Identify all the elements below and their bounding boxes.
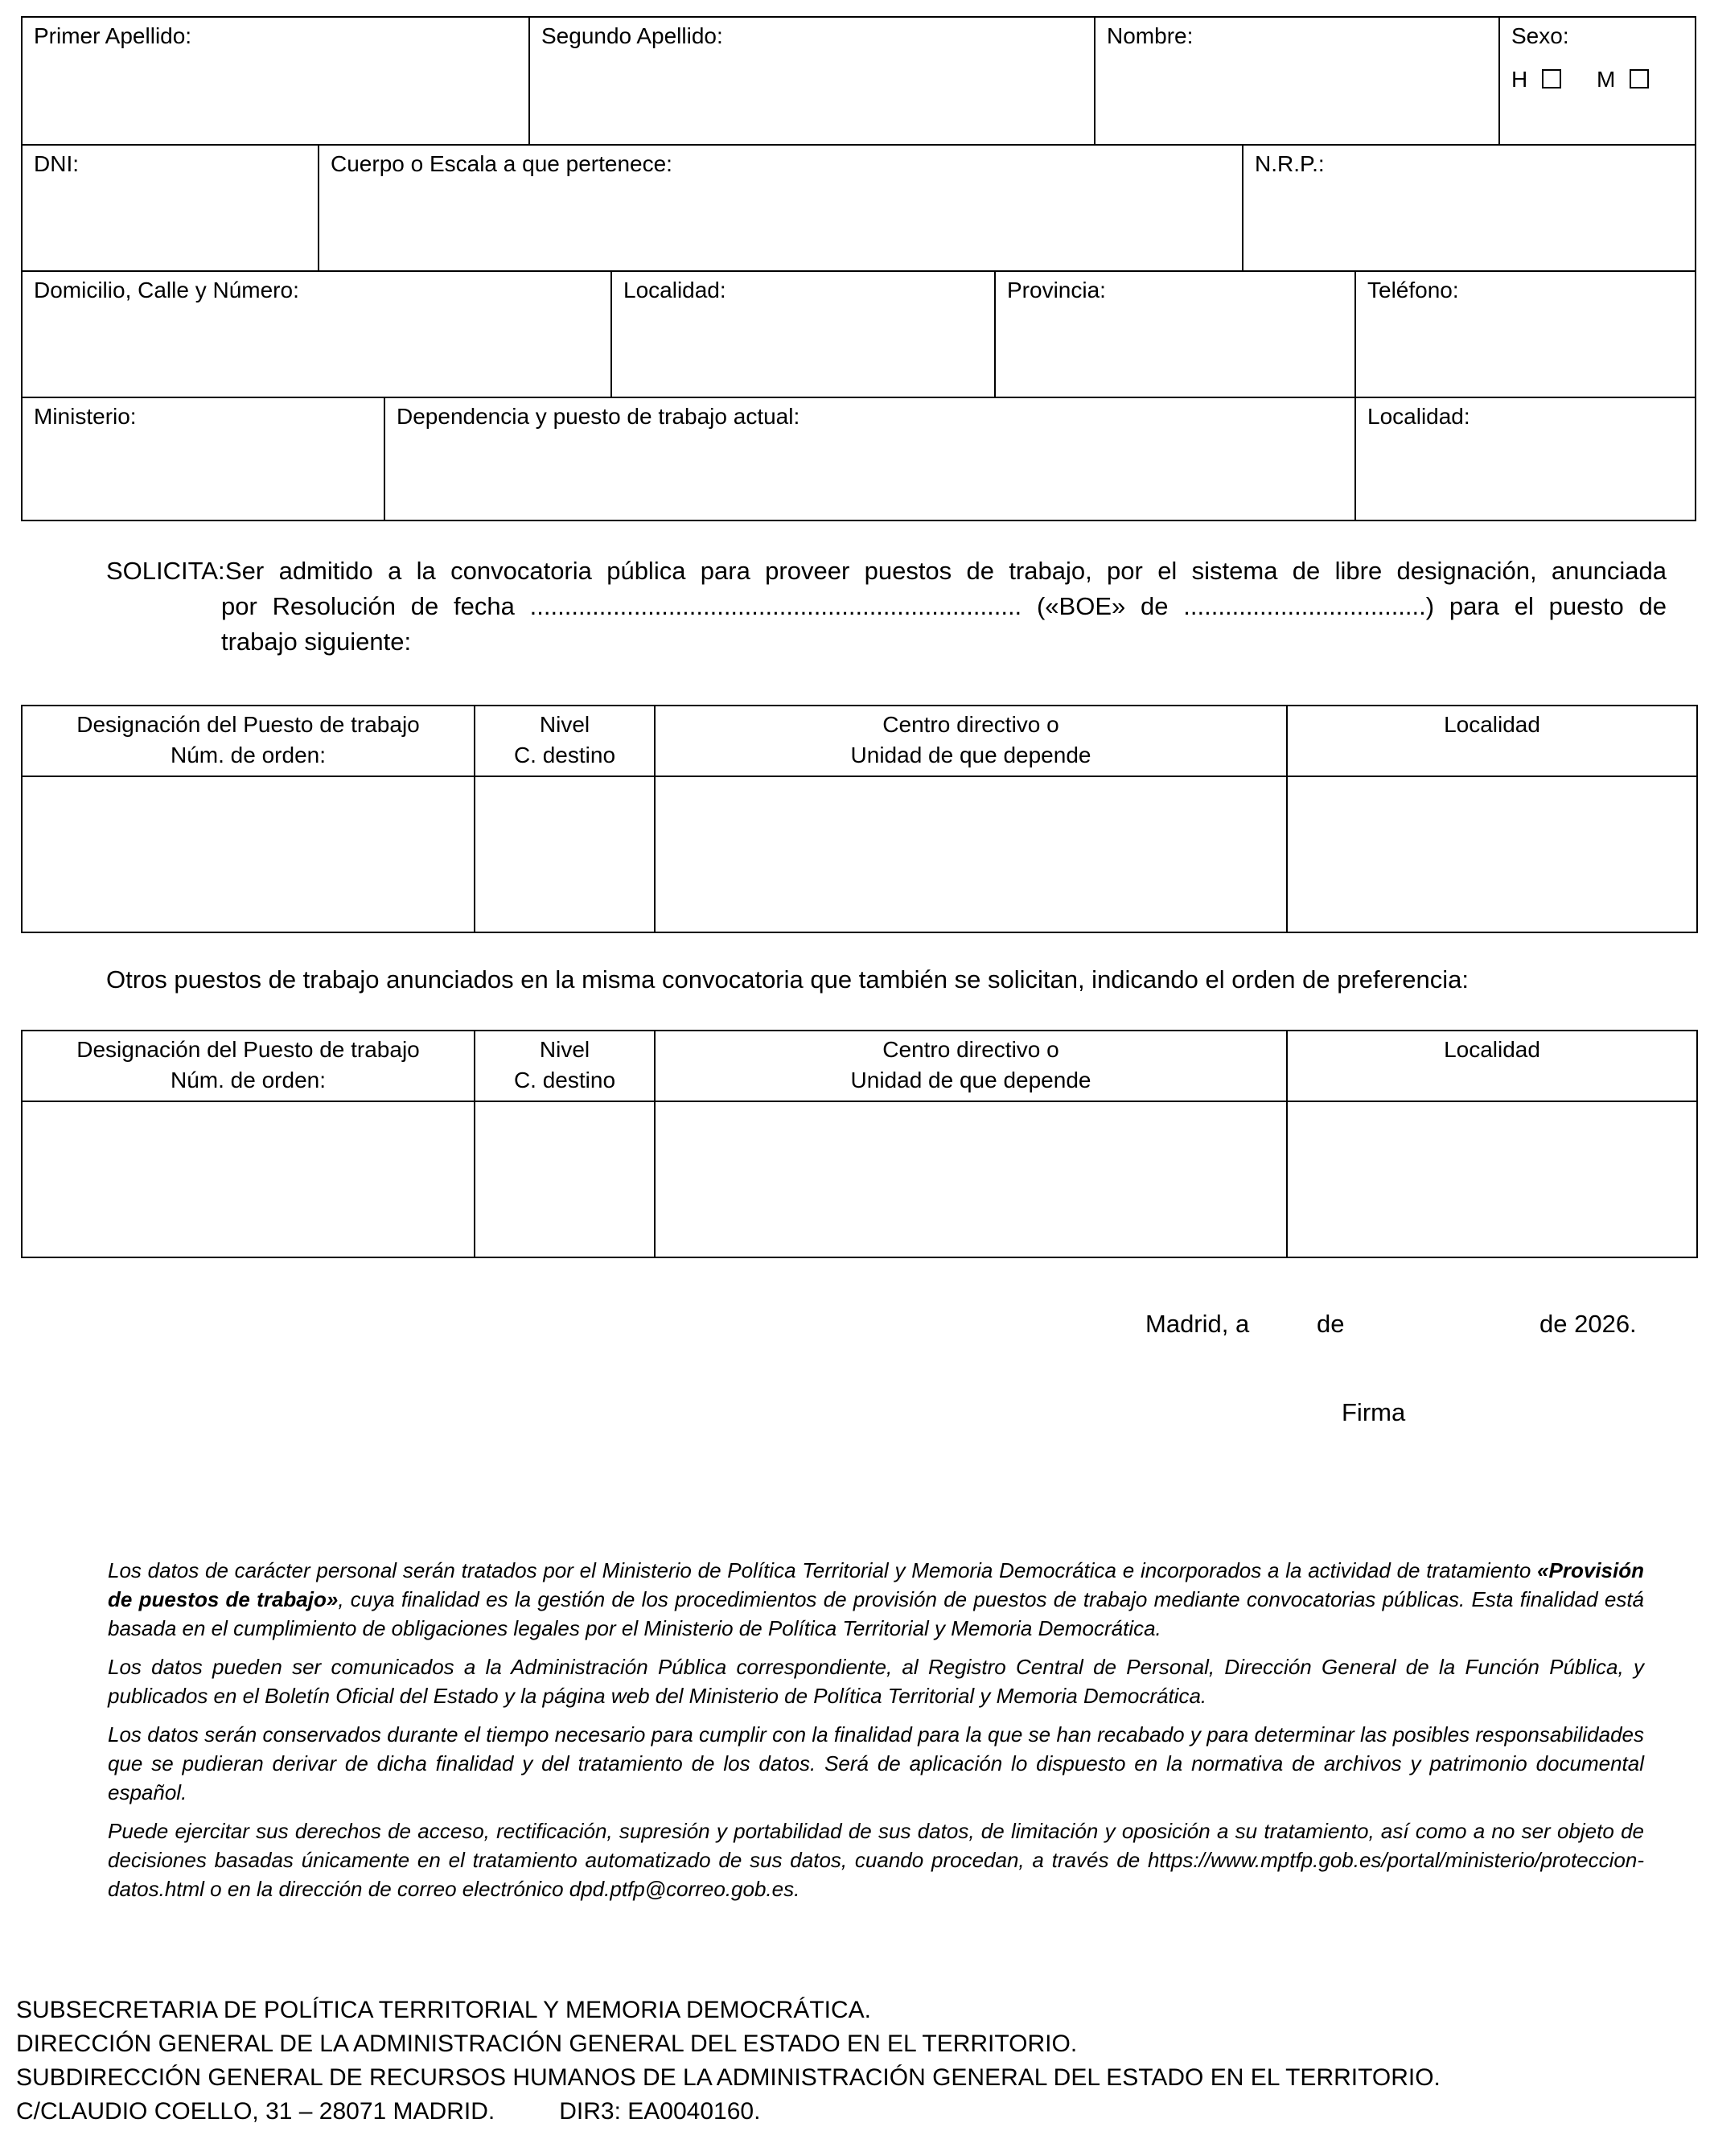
firma-label: Firma <box>1342 1398 1406 1426</box>
nombre-field[interactable] <box>1094 18 1498 144</box>
col-localidad <box>1287 1031 1697 1101</box>
nivel-label-2: C. destino <box>513 1068 616 1092</box>
localidad-col-label: Localidad <box>1444 712 1540 737</box>
col-designacion <box>22 1031 475 1101</box>
nrp-field[interactable] <box>1242 146 1698 270</box>
domicilio-label: Domicilio, Calle y Número: <box>34 278 299 302</box>
col-centro <box>655 1031 1287 1101</box>
dni-label: DNI: <box>34 151 79 176</box>
fecha-anio: de 2026. <box>1539 1310 1637 1338</box>
centro-label-2: Unidad de que depende <box>850 743 1091 767</box>
designacion-label-2: Núm. de orden: <box>171 1068 326 1092</box>
provincia-field[interactable] <box>994 272 1354 397</box>
solicita-text-3: trabajo siguiente: <box>221 627 412 656</box>
nrp-label: N.R.P.: <box>1255 151 1325 176</box>
dni-field[interactable] <box>23 146 318 270</box>
personal-row-1 <box>23 18 1695 144</box>
centro-label-1: Centro directivo o <box>882 712 1059 737</box>
legal-p1-b: , cuya finalidad es la gestión de los procedimientos de provisión de puestos de trabajo mediante convocatorias públicas. Esta finalidad está basada en el cumplimiento de obligaciones legales por el Ministerio de Política Territorial y Memoria Democrática. <box>108 1587 1645 1640</box>
legal-p1-a: Los datos de carácter personal serán tratados por el Ministerio de Política Territorial y Memoria Democrática e incorporados a la actividad de tratamiento <box>108 1558 1538 1582</box>
telefono-label: Teléfono: <box>1367 278 1459 302</box>
primer-apellido-label: Primer Apellido: <box>34 23 192 48</box>
legal-paragraph-3: Los datos serán conservados durante el tiempo necesario para cumplir con la finalidad para la que se han recabado y para determinar las posibles responsabilidades que se pudieran derivar de dicha finalidad y del tratamiento de los datos. Será de aplicación lo dispuesto en la normativa de archivos y patrimonio documental español. <box>108 1722 1644 1804</box>
localidad-label: Localidad: <box>623 278 726 302</box>
cuerpo-label: Cuerpo o Escala a que pertenece: <box>331 151 672 176</box>
localidad-actual-label: Localidad: <box>1367 404 1470 429</box>
localidad-field[interactable] <box>610 272 994 397</box>
col-nivel <box>475 1031 655 1101</box>
legal-paragraph-1 <box>108 1556 1644 1643</box>
segundo-apellido-field[interactable] <box>528 18 1094 144</box>
provincia-label: Provincia: <box>1007 278 1106 302</box>
centro-input-cell[interactable] <box>655 1101 1287 1257</box>
otros-puestos-table <box>21 1030 1698 1258</box>
col-localidad <box>1287 706 1697 776</box>
designacion-label-2: Núm. de orden: <box>171 743 326 767</box>
nivel-input-cell[interactable] <box>475 1101 655 1257</box>
nivel-label-1: Nivel <box>539 1037 590 1062</box>
sexo-h-checkbox[interactable] <box>1542 69 1561 88</box>
designacion-input-cell[interactable] <box>22 776 475 932</box>
col-centro <box>655 706 1287 776</box>
legal-paragraph-2: Los datos pueden ser comunicados a la Administración Pública correspondiente, al Registro Central de Personal, Dirección General de la Función Pública, y publicados en el Boletín Oficial del Estado y la página web del Ministerio de Política Territorial y Memoria Democrática. <box>108 1655 1644 1708</box>
footer-line-3: SUBDIRECCIÓN GENERAL DE RECURSOS HUMANOS DE LA ADMINISTRACIÓN GENERAL DEL ESTADO EN EL TERRITORIO. <box>16 2064 1441 2091</box>
puesto-table <box>21 705 1698 933</box>
footer-line-1: SUBSECRETARIA DE POLÍTICA TERRITORIAL Y MEMORIA DEMOCRÁTICA. <box>16 1997 872 2023</box>
nivel-label-1: Nivel <box>539 712 590 737</box>
sexo-options <box>1511 66 1649 93</box>
segundo-apellido-label: Segundo Apellido: <box>541 23 723 48</box>
nivel-label-2: C. destino <box>513 743 616 767</box>
footer-dir3: DIR3: EA0040160. <box>559 2098 761 2125</box>
localidad-actual-field[interactable] <box>1354 398 1698 521</box>
telefono-field[interactable] <box>1354 272 1698 397</box>
solicita-line-2 <box>106 589 1667 624</box>
ministerio-label: Ministerio: <box>34 404 137 429</box>
legal-p1-bold: «Provisión de puestos de trabajo» <box>108 1558 1644 1611</box>
designacion-label-1: Designación del Puesto de trabajo <box>76 1037 420 1062</box>
solicita-text-2: por Resolución de fecha ....................................................................... («BOE» de ...................................) para el puesto de <box>221 592 1667 620</box>
designacion-input-cell[interactable] <box>22 1101 475 1257</box>
solicita-line-3 <box>106 624 1667 660</box>
otros-table-row <box>22 1101 1697 1257</box>
col-designacion <box>22 706 475 776</box>
solicita-prefix: SOLICITA: <box>106 557 225 585</box>
localidad-col-label: Localidad <box>1444 1037 1540 1062</box>
domicilio-field[interactable] <box>23 272 610 397</box>
personal-data-grid <box>21 16 1696 521</box>
personal-row-4 <box>23 397 1695 521</box>
legal-paragraph-4: Puede ejercitar sus derechos de acceso, rectificación, supresión y portabilidad de sus datos, de limitación y oposición a su tratamiento, así como a no ser objeto de decisiones basadas únicamente en el tratamiento automatizado de sus datos, cuando procedan, a través de https://www.mptfp.gob.es/portal/ministerio/proteccion-datos.html o en la dirección de correo electrónico dpd.ptfp@correo.gob.es. <box>108 1819 1644 1901</box>
footer-line-4 <box>16 2095 1441 2129</box>
otros-table-header <box>22 1031 1697 1101</box>
sexo-m-label: M <box>1597 67 1616 92</box>
sexo-h-label: H <box>1511 67 1528 92</box>
dependencia-label: Dependencia y puesto de trabajo actual: <box>397 404 800 429</box>
sexo-label: Sexo: <box>1511 23 1569 48</box>
solicita-text-1: Ser admitido a la convocatoria pública para proveer puestos de trabajo, por el sistema de libre designación, anunciada <box>225 557 1667 585</box>
centro-input-cell[interactable] <box>655 776 1287 932</box>
centro-label-2: Unidad de que depende <box>850 1068 1091 1092</box>
solicita-paragraph <box>106 553 1667 660</box>
localidad-input-cell[interactable] <box>1287 1101 1697 1257</box>
puesto-table-row <box>22 776 1697 932</box>
legal-notice <box>108 1556 1644 1913</box>
nivel-input-cell[interactable] <box>475 776 655 932</box>
cuerpo-field[interactable] <box>318 146 1242 270</box>
dependencia-field[interactable] <box>384 398 1354 521</box>
fecha-de: de <box>1317 1310 1345 1338</box>
personal-row-2 <box>23 144 1695 270</box>
primer-apellido-field[interactable] <box>23 18 528 144</box>
sexo-field <box>1498 18 1698 144</box>
puesto-table-header <box>22 706 1697 776</box>
col-nivel <box>475 706 655 776</box>
designacion-label-1: Designación del Puesto de trabajo <box>76 712 420 737</box>
footer-address: C/CLAUDIO COELLO, 31 – 28071 MADRID. <box>16 2098 495 2125</box>
footer <box>16 1993 1441 2129</box>
personal-row-3 <box>23 270 1695 397</box>
otros-puestos-text: Otros puestos de trabajo anunciados en la misma convocatoria que también se solicitan, indicando el orden de preferencia: <box>106 965 1469 994</box>
nombre-label: Nombre: <box>1107 23 1194 48</box>
localidad-input-cell[interactable] <box>1287 776 1697 932</box>
sexo-m-checkbox[interactable] <box>1630 69 1649 88</box>
footer-line-2: DIRECCIÓN GENERAL DE LA ADMINISTRACIÓN GENERAL DEL ESTADO EN EL TERRITORIO. <box>16 2031 1078 2057</box>
ministerio-field[interactable] <box>23 398 384 521</box>
solicita-line-1 <box>106 553 1667 589</box>
fecha-lugar: Madrid, a <box>1145 1310 1250 1338</box>
centro-label-1: Centro directivo o <box>882 1037 1059 1062</box>
